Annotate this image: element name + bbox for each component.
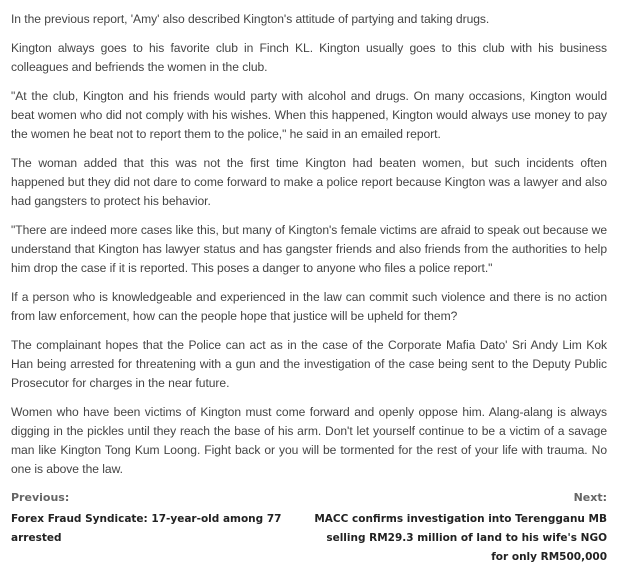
article-paragraph: The complainant hopes that the Police can act as in the case of the Corporate Mafia Dato' Sri Andy Lim Kok Han being arrested for threatening with a gun and the investigation of the case being sent to the Deputy Public Prosecutor for charges in the near future.	[11, 338, 607, 390]
previous-label: Previous:	[11, 491, 70, 504]
next-post	[307, 490, 607, 567]
post-navigation	[11, 490, 607, 567]
next-label: Next:	[573, 491, 607, 504]
article-paragraph: If a person who is knowledgeable and experienced in the law can commit such violence and there is no action from law enforcement, how can the people hope that justice will be upheld for them?	[11, 290, 607, 323]
article-paragraph: In the previous report, 'Amy' also described Kington's attitude of partying and taking drugs.	[11, 12, 490, 26]
article-paragraph: "At the club, Kington and his friends would party with alcohol and drugs. On many occasions, Kington would beat women who did not comply with his wishes. When this happened, Kington would always use money to pay the women he beat not to report them to the police," he said in an emailed report.	[11, 89, 607, 141]
previous-post	[11, 490, 303, 567]
previous-post-link[interactable]: Forex Fraud Syndicate: 17-year-old among 77 arrested	[11, 513, 282, 544]
article-paragraph: Women who have been victims of Kington must come forward and openly oppose him. Alang-alang is always digging in the pickles until they reach the base of his arm. Don't let yourself continue to be a victim of a savage man like Kington Tong Kum Loong. Fight back or you will be tormented for the rest of your life with trauma. No one is above the law.	[11, 405, 607, 476]
article-paragraph: The woman added that this was not the first time Kington had beaten women, but such incidents often happened but they did not dare to come forward to make a police report because Kington was a lawyer and also had gangsters to protect his behavior.	[11, 156, 607, 208]
article-body	[11, 10, 607, 489]
next-post-link[interactable]: MACC confirms investigation into Terengganu MB selling RM29.3 million of land to his wife's NGO for only RM500,000	[314, 513, 607, 563]
article-paragraph: "There are indeed more cases like this, but many of Kington's female victims are afraid to speak out because we understand that Kington has lawyer status and has gangster friends and also friends from the authorities to help him drop the case if it is reported. This poses a danger to anyone who files a police report."	[11, 223, 607, 275]
article-paragraph: Kington always goes to his favorite club in Finch KL. Kington usually goes to this club with his business colleagues and befriends the women in the club.	[11, 41, 607, 74]
